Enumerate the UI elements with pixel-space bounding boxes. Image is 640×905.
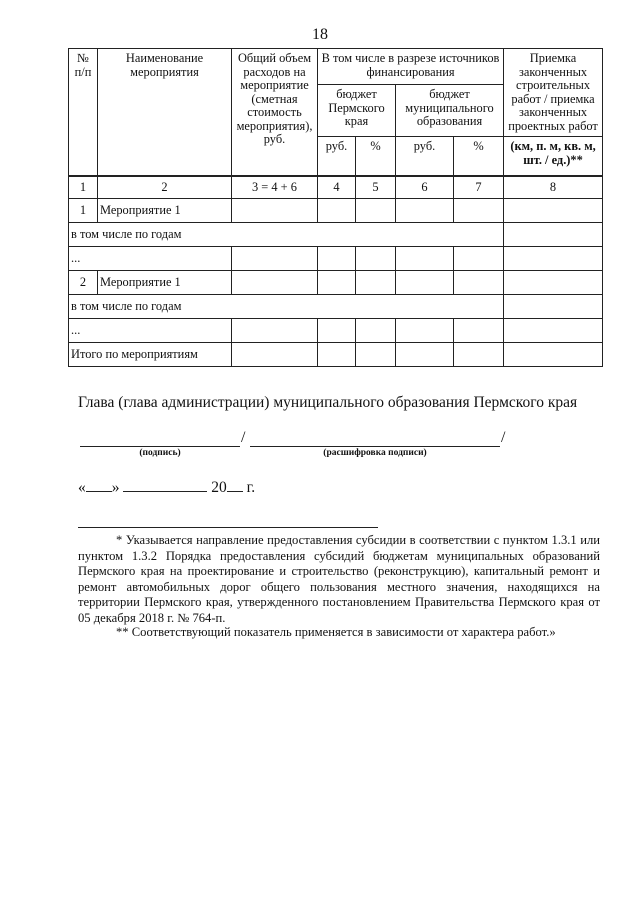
col-number: 3 = 4 + 6 [232, 176, 318, 199]
row-years: в том числе по годам [69, 295, 504, 319]
header-rub-perm: руб. [318, 137, 356, 176]
quote-close: » [111, 479, 120, 496]
signature-caption: (подпись) [139, 448, 181, 458]
header-total: Общий объем расходов на мероприятие (сметная стоимость мероприятия), руб. [232, 49, 318, 176]
header-sources: В том числе в разрезе источников финансирования [318, 49, 504, 85]
quote-open: « [78, 479, 86, 496]
header-num: № п/п [69, 49, 98, 176]
col-number: 5 [356, 176, 396, 199]
year-suffix: г. [246, 479, 256, 496]
header-mun-budget: бюджет муниципального образования [396, 85, 504, 137]
row-name: Мероприятие 1 [98, 271, 232, 295]
row-num: 1 [69, 199, 98, 223]
year-prefix: 20 [211, 479, 227, 496]
row-dots: ... [69, 319, 232, 343]
row-num: 2 [69, 271, 98, 295]
footnote-rule [78, 527, 378, 528]
header-acceptance: Приемка законченных строительных работ / приемка законченных проектных работ [504, 49, 603, 137]
table-row [69, 343, 603, 367]
header-rub-mun: руб. [396, 137, 454, 176]
month-blank[interactable] [123, 478, 207, 492]
table-row [69, 247, 603, 271]
col-number: 6 [396, 176, 454, 199]
signature-line[interactable] [80, 446, 240, 447]
day-blank[interactable] [86, 478, 112, 492]
col-number: 1 [69, 176, 98, 199]
row-total: Итого по мероприятиям [69, 343, 232, 367]
table-row [69, 319, 603, 343]
header-name: Наименование мероприятия [98, 49, 232, 176]
funding-table [68, 48, 603, 367]
col-number: 8 [504, 176, 603, 199]
col-number: 2 [98, 176, 232, 199]
page-number: 18 [312, 26, 328, 43]
decode-caption: (расшифровка подписи) [323, 448, 427, 458]
footnote-1: * Указывается направление предоставления субсидии в соответствии с пунктом 1.3.1 или пунктом 1.3.2 Порядка предоставления субсидий бюджетам муниципальных образований Пермского края на проектирование и строительство (реконструкцию), капитальный ремонт и ремонт автомобильных дорог общего пользования местного значения, находящихся на территории Пермского края, утвержденного постановлением Правительства Пермского края от 05 декабря 2018 г. № 764-п. [78, 533, 600, 625]
year-blank[interactable] [227, 478, 243, 492]
signature-title: Глава (глава администрации) муниципального образования Пермского края [78, 394, 578, 411]
table-row [69, 199, 603, 223]
slash-separator: / [241, 429, 246, 446]
header-pct-mun: % [454, 137, 504, 176]
col-number: 4 [318, 176, 356, 199]
table-row [69, 295, 603, 319]
row-name: Мероприятие 1 [98, 199, 232, 223]
date-line [78, 478, 255, 497]
header-units: (км, п. м, кв. м, шт. / ед.)** [504, 137, 603, 176]
header-pct-perm: % [356, 137, 396, 176]
footnote-2: ** Соответствующий показатель применяется в зависимости от характера работ.» [116, 625, 556, 639]
row-dots: ... [69, 247, 232, 271]
col-number: 7 [454, 176, 504, 199]
slash-separator: / [501, 429, 506, 446]
decode-line[interactable] [250, 446, 500, 447]
header-perm-budget: бюджет Пермского края [318, 85, 396, 137]
row-years: в том числе по годам [69, 223, 504, 247]
table-row [69, 271, 603, 295]
table-row [69, 223, 603, 247]
